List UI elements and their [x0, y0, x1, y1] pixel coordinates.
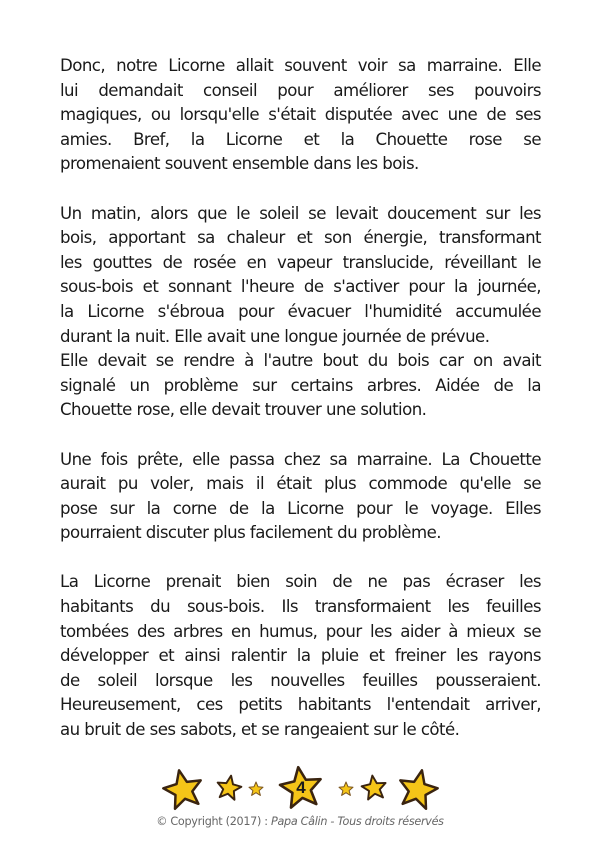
text-line: Elle devait se rendre à l'autre bout du bois car on avait [60, 351, 541, 371]
text-line: La Licorne prenait bien soin de ne pas écraser les [60, 572, 541, 592]
text-line: développer et ainsi ralentir la pluie et freiner les rayons [60, 646, 541, 666]
text-line: les gouttes de rosée en vapeur translucide, réveillant le [60, 252, 541, 272]
star-icon [161, 768, 205, 810]
copyright-prefix: Copyright (2017) : [170, 815, 268, 828]
text-line: tombées des arbres en humus, pour les aider à mieux se [60, 621, 541, 641]
copyright-author: Papa Câlin - Tous droits réservés [271, 815, 444, 828]
paragraph-5 [60, 570, 541, 742]
star-icon [215, 774, 243, 801]
star-icon [360, 774, 388, 801]
text-line: amies. Bref, la Licorne et la Chouette rose se [60, 129, 541, 149]
text-line: sous-bois et sonnant l'heure de s'activer pour la journée, [60, 277, 541, 297]
page-number-star [279, 765, 323, 809]
copyright-footer [0, 815, 600, 828]
text-line: magiques, ou lorsqu'elle s'était disputée avec une de ses [60, 105, 541, 125]
star-decoration [0, 762, 600, 814]
star-icon [338, 781, 354, 797]
text-line: Heureusement, ces petits habitants l'entendait arriver, [60, 695, 541, 715]
text-line: Donc, notre Licorne allait souvent voir sa marraine. Elle [60, 56, 541, 75]
text-line: aurait pu voler, mais il était plus commode qu'elle se [60, 474, 541, 494]
text-line: la Licorne s'ébroua pour évacuer l'humidité accumulée [60, 301, 541, 321]
copyright-icon: © [156, 815, 168, 828]
star-icon [248, 781, 264, 797]
text-line: Une fois prête, elle passa chez sa marraine. La Chouette [60, 449, 541, 469]
paragraph-2 [60, 202, 541, 350]
text-line: pose sur la corne de la Licorne pour le voyage. Elles [60, 498, 541, 518]
text-line: signalé un problème sur certains arbres. Aidée de la [60, 375, 541, 395]
text-line: de soleil lorsque les nouvelles feuilles pousseraient. [60, 670, 541, 690]
text-line: Chouette rose, elle devait trouver une solution. [60, 400, 427, 420]
text-line: lui demandait conseil pour améliorer ses pouvoirs [60, 80, 541, 100]
paragraph-4 [60, 448, 541, 546]
paragraph-1 [60, 54, 541, 177]
text-line: bois, apportant sa chaleur et son énergie, transformant [60, 228, 541, 248]
text-line: pourraient discuter plus facilement du problème. [60, 523, 441, 543]
text-line: habitants du sous-bois. Ils transformaient les feuilles [60, 597, 541, 617]
paragraph-3 [60, 349, 541, 423]
star-icon [396, 768, 440, 810]
text-line: promenaient souvent ensemble dans les bois. [60, 154, 419, 174]
text-line: durant la nuit. Elle avait une longue journée de prévue. [60, 326, 490, 346]
text-line: Un matin, alors que le soleil se levait doucement sur les [60, 203, 541, 223]
page-number: 4 [296, 778, 306, 797]
text-line: au bruit de ses sabots, et se rangeaient sur le côté. [60, 720, 460, 740]
story-text [60, 54, 541, 767]
